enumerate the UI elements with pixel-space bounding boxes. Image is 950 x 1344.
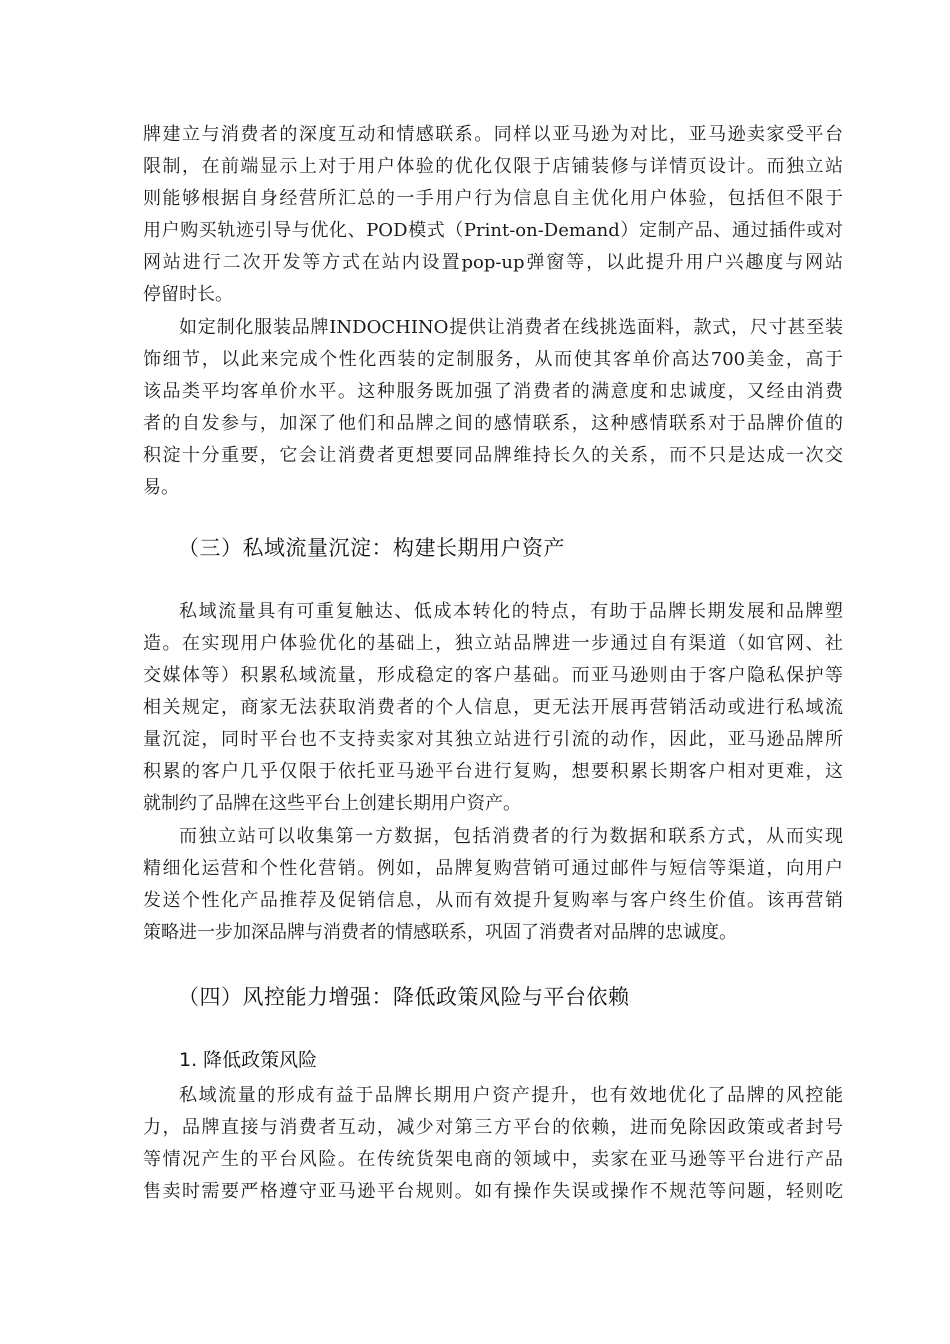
paragraph-line: 积淀十分重要，它会让消费者更想要同品牌维持长久的关系，而不只是达成一次交 [143, 445, 843, 466]
section-heading: （三）私域流量沉淀：构建长期用户资产 [178, 536, 565, 560]
paragraph-line: 精细化运营和个性化营销。例如，品牌复购营销可通过邮件与短信等渠道，向用户 [143, 858, 843, 879]
paragraph-line: 交媒体等）积累私域流量，形成稳定的客户基础。而亚马逊则由于客户隐私保护等 [143, 665, 843, 686]
paragraph-line: 力，品牌直接与消费者互动，减少对第三方平台的依赖，进而免除因政策或者封号 [143, 1117, 843, 1138]
paragraph-line: 易。 [143, 477, 179, 498]
paragraph-line: 就制约了品牌在这些平台上创建长期用户资产。 [143, 793, 521, 814]
paragraph-line: 则能够根据自身经营所汇总的一手用户行为信息自主优化用户体验，包括但不限于 [143, 188, 843, 209]
paragraph-line: 停留时长。 [143, 284, 233, 305]
paragraph-line: 量沉淀，同时平台也不支持卖家对其独立站进行引流的动作，因此，亚马逊品牌所 [143, 729, 843, 750]
paragraph-line: 饰细节，以此来完成个性化西装的定制服务，从而使其客单价高达700美金，高于 [143, 349, 843, 370]
paragraph-line: 私域流量具有可重复触达、低成本转化的特点，有助于品牌长期发展和品牌塑 [179, 601, 843, 622]
paragraph-line: 售卖时需要严格遵守亚马逊平台规则。如有操作失误或操作不规范等问题，轻则吃 [143, 1181, 843, 1202]
paragraph-line: 该品类平均客单价水平。这种服务既加强了消费者的满意度和忠诚度，又经由消费 [143, 381, 843, 402]
paragraph-line: 积累的客户几乎仅限于依托亚马逊平台进行复购，想要积累长期客户相对更难，这 [143, 761, 843, 782]
paragraph-line: 限制，在前端显示上对于用户体验的优化仅限于店铺装修与详情页设计。而独立站 [143, 156, 843, 177]
paragraph-line: 用户购买轨迹引导与优化、POD模式（Print-on-Demand）定制产品、通过插件或对 [143, 220, 843, 241]
section-heading: （四）风控能力增强：降低政策风险与平台依赖 [178, 985, 630, 1009]
paragraph-line: 策略进一步加深品牌与消费者的情感联系，巩固了消费者对品牌的忠诚度。 [143, 922, 737, 943]
paragraph-line: 等情况产生的平台风险。在传统货架电商的领域中，卖家在亚马逊等平台进行产品 [143, 1149, 843, 1170]
paragraph-line: 如定制化服装品牌INDOCHINO提供让消费者在线挑选面料，款式，尺寸甚至装 [179, 317, 843, 338]
paragraph-line: 造。在实现用户体验优化的基础上，独立站品牌进一步通过自有渠道（如官网、社 [143, 633, 843, 654]
paragraph-line: 私域流量的形成有益于品牌长期用户资产提升，也有效地优化了品牌的风控能 [179, 1085, 843, 1106]
paragraph-line: 网站进行二次开发等方式在站内设置pop-up弹窗等，以此提升用户兴趣度与网站 [143, 252, 843, 273]
subsection-heading: 1. 降低政策风险 [179, 1049, 318, 1071]
paragraph-line: 而独立站可以收集第一方数据，包括消费者的行为数据和联系方式，从而实现 [179, 826, 843, 847]
paragraph-line: 牌建立与消费者的深度互动和情感联系。同样以亚马逊为对比，亚马逊卖家受平台 [143, 124, 843, 145]
paragraph-line: 者的自发参与，加深了他们和品牌之间的感情联系，这种感情联系对于品牌价值的 [143, 413, 843, 434]
paragraph-line: 发送个性化产品推荐及促销信息，从而有效提升复购率与客户终生价值。该再营销 [143, 890, 843, 911]
paragraph-line: 相关规定，商家无法获取消费者的个人信息，更无法开展再营销活动或进行私域流 [143, 697, 843, 718]
